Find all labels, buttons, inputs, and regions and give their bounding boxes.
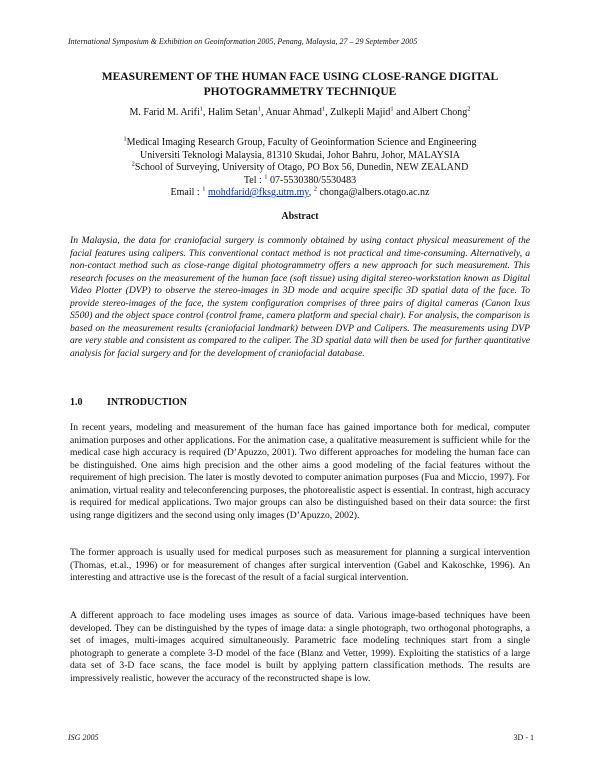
footer-left: ISG 2005 [68,733,99,742]
email-line [60,187,540,200]
author-affil-mark: 1 [321,105,326,113]
title-line-2: PHOTOGRAMMETRY TECHNIQUE [203,86,397,98]
tel-value: 07-5530380/5530483 [267,174,357,186]
abstract-heading: Abstract [281,211,319,222]
author-affil-mark: 1 [199,105,204,113]
email-2: chonga@albers.otago.ac.nz [316,187,430,198]
section-heading [70,397,187,408]
paper-title [60,70,540,100]
affil-mark: 1 [264,173,268,181]
body-paragraph: The former approach is usually used for medical purposes such as measurement for planning a surgical intervention (Thomas, et.al., 1996) or for measurement of changes after surgical intervention (Gabel and Kakoschke, 1996). An interesting and attractive use is the forecast of the result of a facial surgical intervention. [70,547,530,583]
author-separator: , [325,107,331,118]
affiliation-text: School of Surveying, University of Otago, PO Box 56, Dunedin, NEW ZEALAND [134,162,469,173]
author-name: Anuar Ahmad [265,107,322,118]
author-affil-mark: 2 [467,105,471,113]
affil-mark: 1 [202,185,206,193]
affiliations [60,137,540,200]
running-header: International Symposium & Exhibition on Geoinformation 2005, Penang, Malaysia, 27 – 29 September 2005 [68,37,418,46]
author-name: M. Farid M. Arifi [129,107,200,118]
affil-mark: 2 [313,185,317,193]
affil-mark: 1 [123,135,127,143]
affil-mark: 2 [131,160,135,168]
section-number: 1.0 [70,397,83,408]
author-separator: and [393,107,413,118]
abstract-text: In Malaysia, the data for craniofacial surgery is commonly obtained by using contact physical measurement of the facial features using calipers. This conventional contact method is not practical and time-consuming. Alternatively, a non-contact method such as close-range digital photogrammetry offers a new approach for such measurement. This research focuses on the measurement of the human face (soft tissue) using digital stereo-workstation known as Digital Video Plotter (DVP) to observe the stereo-images in 3D mode and acquire specific 3D spatial data of the face. To provide stereo-images of the face, the system configuration comprises of three pairs of digital cameras (Canon Ixus S500) and the object space control (control frame, camera platform and special chair). For analysis, the comparison is based on the measurement results (craniofacial landmark) between DVP and Calipers. The measurements using DVP are very stable and consistent as compared to the caliper. The 3D spatial data will then be used for further quantitative analysis for facial surgery and for the development of craniofacial database. [70,235,530,359]
tel-label: Tel : [243,174,265,186]
affiliation-text: Medical Imaging Research Group, Faculty of Geoinformation Science and Engineering [126,137,477,148]
title-line-1: MEASUREMENT OF THE HUMAN FACE USING CLOSE-RANGE DIGITAL [101,71,499,83]
body-paragraph: A different approach to face modeling uses images as source of data. Various image-based techniques have been developed. They can be distinguished by the types of image data: a single photograph, two orthogonal photographs, a set of images, multi-images acquired simultaneously. Parametric face modeling techniques start from a single photograph to generate a complete 3-D model of the face (Blanz and Vetter, 1999). Exploiting the statistics of a large data set of 3-D face scans, the face model is built by applying pattern classification methods. The results are impressively realistic, however the accuracy of the reconstructed shape is low. [70,610,530,684]
affiliation-1-line-1 [60,137,540,150]
author-name: Zulkepli Majid [330,107,391,118]
author-affil-mark: 1 [390,105,394,113]
telephone-line [60,175,540,188]
email-label: Email : [170,187,203,198]
email-link-1[interactable]: mohdfarid@fksg.utm.my [207,187,309,198]
author-affil-mark: 1 [257,105,261,113]
affiliation-1-line-2: Universiti Teknologi Malaysia, 81310 Skudai, Johor Bahru, Johor, MALAYSIA [140,149,460,161]
section-title: INTRODUCTION [107,397,188,408]
email-separator: , [308,187,314,198]
author-separator: , [203,107,209,118]
affiliation-2-line-1 [60,162,540,175]
author-list [60,107,540,118]
body-paragraph: In recent years, modeling and measurement of the human face has gained importance both for medical, computer animation purposes and other applications. For the animation case, a qualitative measurement is sufficient while for the medical case high accuracy is required (D’Apuzzo, 2001). Two different approaches for modeling the human face can be distinguished. One aims high precision and the other aims a good modeling of the facial features without the requirement of high precision. The later is mostly devoted to computer animation purposes (Fua and Miccio, 1997). For animation, virtual reality and teleconferencing purposes, the photorealistic aspect is essential. In contrast, high accuracy is required for medical applications. Two major groups can also be distinguished based on their data source: the first using range digitizers and the second using only images (D’Apuzzo, 2002). [70,422,530,521]
author-separator: , [261,107,266,118]
page-number: 3D - 1 [513,733,534,742]
author-name: Albert Chong [412,107,468,118]
author-name: Halim Setan [208,107,258,118]
